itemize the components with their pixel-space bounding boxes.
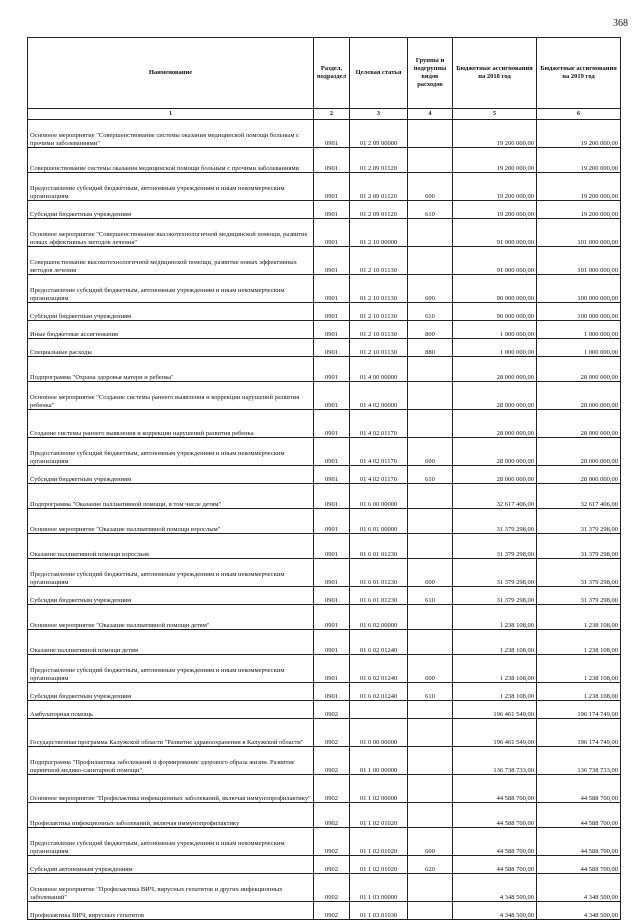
cell-y2019: 1 000 000,00 <box>537 321 621 339</box>
table-row <box>28 357 621 382</box>
cell-y2019: 101 000 000,00 <box>537 247 621 275</box>
cell-group: 600 <box>408 828 453 856</box>
cell-group <box>408 747 453 775</box>
cell-y2019: 1 238 108,00 <box>537 630 621 655</box>
cell-name: Основное мероприятие "Оказание паллиативной помощи детям" <box>28 605 314 630</box>
cell-group: 610 <box>408 587 453 605</box>
cell-y2018: 44 588 700,00 <box>453 828 537 856</box>
cell-target: 01 6 01 01230 <box>350 534 408 559</box>
cell-y2018: 4 348 500,00 <box>453 902 537 920</box>
cell-section: 0901 <box>314 438 350 466</box>
cell-name: Совершенствование системы оказания медицинской помощи больным с прочими заболеваниями <box>28 148 314 173</box>
cell-section: 0902 <box>314 856 350 874</box>
cell-name: Специальные расходы <box>28 339 314 357</box>
cell-name: Предоставление субсидий бюджетным, автономным учреждениям и иным некоммерческим организациям <box>28 828 314 856</box>
cell-section: 0901 <box>314 339 350 357</box>
cell-y2018: 196 461 549,00 <box>453 701 537 719</box>
header-group: Группы и подгруппы видов расходов <box>408 38 453 109</box>
cell-y2018: 196 461 549,00 <box>453 719 537 747</box>
column-number: 3 <box>350 109 408 120</box>
cell-y2018: 19 200 000,00 <box>453 201 537 219</box>
table-row <box>28 856 621 874</box>
cell-section: 0901 <box>314 173 350 201</box>
cell-y2018: 44 588 700,00 <box>453 803 537 828</box>
cell-name: Субсидии бюджетным учреждениям <box>28 587 314 605</box>
cell-y2018: 28 000 000,00 <box>453 357 537 382</box>
cell-name: Предоставление субсидий бюджетным, автономным учреждениям и иным некоммерческим организациям <box>28 655 314 683</box>
cell-name: Предоставление субсидий бюджетным, автономным учреждениям и иным некоммерческим организациям <box>28 438 314 466</box>
cell-y2019: 196 174 749,00 <box>537 719 621 747</box>
cell-target: 01 1 02 01020 <box>350 856 408 874</box>
cell-section: 0901 <box>314 410 350 438</box>
cell-group <box>408 509 453 534</box>
cell-target: 01 2 09 00000 <box>350 120 408 148</box>
cell-section: 0902 <box>314 874 350 902</box>
cell-section: 0901 <box>314 683 350 701</box>
table-row <box>28 509 621 534</box>
cell-y2018: 1 238 108,00 <box>453 630 537 655</box>
cell-name: Подпрограмма "Оказание паллиативной помощи, в том числе детям" <box>28 484 314 509</box>
cell-target: 01 6 02 01240 <box>350 683 408 701</box>
cell-name: Субсидии бюджетным учреждениям <box>28 683 314 701</box>
cell-target: 01 2 09 01120 <box>350 148 408 173</box>
cell-y2019: 1 238 108,00 <box>537 605 621 630</box>
cell-group: 610 <box>408 201 453 219</box>
table-row <box>28 201 621 219</box>
cell-group: 880 <box>408 339 453 357</box>
cell-name: Совершенствование высокотехнологичной медицинской помощи, развитие новых эффективных методов лечения <box>28 247 314 275</box>
table-row <box>28 484 621 509</box>
table-row <box>28 828 621 856</box>
cell-target: 01 2 10 01130 <box>350 339 408 357</box>
cell-y2018: 1 238 108,00 <box>453 683 537 701</box>
column-number-row <box>28 109 621 120</box>
column-number: 6 <box>537 109 621 120</box>
table-row <box>28 803 621 828</box>
cell-y2018: 19 200 000,00 <box>453 120 537 148</box>
table-row <box>28 683 621 701</box>
cell-name: Подпрограмма "Профилактика заболеваний и формирование здорового образа жизни. Развитие первичной медико-санитарной помощи" <box>28 747 314 775</box>
cell-name: Профилактика ВИЧ, вирусных гепатитов <box>28 902 314 920</box>
cell-section: 0901 <box>314 382 350 410</box>
cell-section: 0901 <box>314 303 350 321</box>
cell-y2019: 1 000 000,00 <box>537 339 621 357</box>
cell-group <box>408 382 453 410</box>
cell-y2019: 1 238 108,00 <box>537 683 621 701</box>
cell-y2018: 32 617 406,00 <box>453 484 537 509</box>
table-row <box>28 247 621 275</box>
cell-target: 01 1 03 01030 <box>350 902 408 920</box>
cell-section: 0901 <box>314 357 350 382</box>
cell-target: 01 1 02 01020 <box>350 803 408 828</box>
table-row <box>28 775 621 803</box>
table-header-row <box>28 38 621 109</box>
cell-group <box>408 410 453 438</box>
cell-target: 01 2 10 00000 <box>350 219 408 247</box>
cell-target: 01 6 01 00000 <box>350 509 408 534</box>
cell-y2019: 31 379 298,00 <box>537 559 621 587</box>
cell-target: 01 2 10 01130 <box>350 275 408 303</box>
cell-section: 0901 <box>314 559 350 587</box>
table-row <box>28 339 621 357</box>
table-row <box>28 303 621 321</box>
cell-section: 0902 <box>314 701 350 719</box>
cell-section: 0901 <box>314 247 350 275</box>
budget-table <box>27 37 621 920</box>
cell-group <box>408 775 453 803</box>
cell-target: 01 2 10 01130 <box>350 303 408 321</box>
table-row <box>28 438 621 466</box>
cell-group: 600 <box>408 655 453 683</box>
cell-section: 0901 <box>314 321 350 339</box>
cell-name: Создание системы раннего выявления и коррекции нарушений развития ребенка <box>28 410 314 438</box>
cell-group: 800 <box>408 321 453 339</box>
cell-name: Предоставление субсидий бюджетным, автономным учреждениям и иным некоммерческим организациям <box>28 559 314 587</box>
cell-target: 01 6 00 00000 <box>350 484 408 509</box>
cell-name: Иные бюджетные ассигнования <box>28 321 314 339</box>
cell-name: Субсидии бюджетным учреждениям <box>28 303 314 321</box>
cell-y2018: 28 000 000,00 <box>453 438 537 466</box>
cell-y2019: 1 238 108,00 <box>537 655 621 683</box>
cell-y2018: 19 200 000,00 <box>453 148 537 173</box>
cell-target: 01 4 02 01170 <box>350 438 408 466</box>
cell-target: 01 2 09 01120 <box>350 173 408 201</box>
cell-group <box>408 534 453 559</box>
table-row <box>28 559 621 587</box>
table-row <box>28 534 621 559</box>
column-number: 4 <box>408 109 453 120</box>
cell-group <box>408 357 453 382</box>
table-row <box>28 173 621 201</box>
table-row <box>28 605 621 630</box>
cell-y2019: 28 000 000,00 <box>537 466 621 484</box>
cell-section: 0901 <box>314 201 350 219</box>
cell-y2018: 4 348 500,00 <box>453 874 537 902</box>
cell-y2018: 28 000 000,00 <box>453 410 537 438</box>
page-number: 368 <box>613 18 628 29</box>
header-2019: Бюджетные ассигнования на 2019 год <box>537 38 621 109</box>
cell-target <box>350 701 408 719</box>
cell-y2018: 19 200 000,00 <box>453 173 537 201</box>
cell-y2019: 28 000 000,00 <box>537 357 621 382</box>
cell-y2019: 44 588 700,00 <box>537 803 621 828</box>
cell-group: 610 <box>408 303 453 321</box>
cell-section: 0901 <box>314 484 350 509</box>
cell-section: 0902 <box>314 803 350 828</box>
cell-group: 600 <box>408 275 453 303</box>
table-row <box>28 275 621 303</box>
cell-name: Основное мероприятие "Профилактика ВИЧ, вирусных гепатитов и других инфекционных заболеваний" <box>28 874 314 902</box>
cell-y2018: 31 379 298,00 <box>453 509 537 534</box>
cell-name: Субсидии автономным учреждениям <box>28 856 314 874</box>
cell-group: 600 <box>408 559 453 587</box>
cell-name: Предоставление субсидий бюджетным, автономным учреждениям и иным некоммерческим организациям <box>28 275 314 303</box>
cell-group <box>408 219 453 247</box>
cell-target: 01 6 01 01230 <box>350 559 408 587</box>
cell-target: 01 6 02 01240 <box>350 630 408 655</box>
cell-group <box>408 605 453 630</box>
cell-section: 0901 <box>314 148 350 173</box>
cell-target: 01 2 10 01130 <box>350 247 408 275</box>
table-row <box>28 902 621 920</box>
table-row <box>28 148 621 173</box>
cell-y2019: 28 000 000,00 <box>537 410 621 438</box>
column-number: 1 <box>28 109 314 120</box>
cell-name: Амбулаторная помощь <box>28 701 314 719</box>
cell-y2019: 100 000 000,00 <box>537 275 621 303</box>
cell-y2019: 19 200 000,00 <box>537 148 621 173</box>
cell-y2018: 28 000 000,00 <box>453 382 537 410</box>
cell-group <box>408 719 453 747</box>
cell-target: 01 4 02 01170 <box>350 466 408 484</box>
cell-y2019: 28 000 000,00 <box>537 382 621 410</box>
cell-section: 0901 <box>314 120 350 148</box>
cell-group: 600 <box>408 173 453 201</box>
cell-section: 0901 <box>314 275 350 303</box>
cell-y2019: 19 200 000,00 <box>537 120 621 148</box>
cell-group <box>408 701 453 719</box>
cell-section: 0901 <box>314 534 350 559</box>
cell-group: 600 <box>408 438 453 466</box>
cell-target: 01 2 10 01130 <box>350 321 408 339</box>
cell-name: Основное мероприятие "Оказание паллиативной помощи взрослым" <box>28 509 314 534</box>
cell-y2018: 91 000 000,00 <box>453 247 537 275</box>
cell-group <box>408 874 453 902</box>
cell-section: 0901 <box>314 630 350 655</box>
cell-y2018: 31 379 298,00 <box>453 559 537 587</box>
cell-target: 01 4 02 00000 <box>350 382 408 410</box>
cell-group <box>408 630 453 655</box>
cell-y2019: 44 588 700,00 <box>537 828 621 856</box>
cell-y2019: 31 379 298,00 <box>537 587 621 605</box>
header-target: Целевая статья <box>350 38 408 109</box>
cell-y2019: 101 000 000,00 <box>537 219 621 247</box>
cell-target: 01 1 00 00000 <box>350 747 408 775</box>
table-row <box>28 219 621 247</box>
cell-name: Подпрограмма "Охрана здоровья матери и ребенка" <box>28 357 314 382</box>
column-number: 2 <box>314 109 350 120</box>
table-row <box>28 874 621 902</box>
cell-y2018: 31 379 298,00 <box>453 534 537 559</box>
table-row <box>28 719 621 747</box>
cell-name: Предоставление субсидий бюджетным, автономным учреждениям и иным некоммерческим организациям <box>28 173 314 201</box>
cell-y2019: 32 617 406,00 <box>537 484 621 509</box>
cell-y2019: 19 200 000,00 <box>537 173 621 201</box>
cell-y2018: 1 000 000,00 <box>453 339 537 357</box>
cell-group <box>408 120 453 148</box>
cell-y2019: 44 588 700,00 <box>537 775 621 803</box>
table-row <box>28 120 621 148</box>
cell-group <box>408 902 453 920</box>
cell-name: Основное мероприятие "Создание системы раннего выявления и коррекции нарушений развития ребенка" <box>28 382 314 410</box>
cell-y2019: 4 348 500,00 <box>537 874 621 902</box>
cell-target: 01 4 00 00000 <box>350 357 408 382</box>
cell-y2019: 31 379 298,00 <box>537 509 621 534</box>
cell-name: Основное мероприятие "Совершенствование высокотехнологичной медицинской помощи, развитие новых эффективных методов лечения" <box>28 219 314 247</box>
cell-y2018: 28 000 000,00 <box>453 466 537 484</box>
table-row <box>28 466 621 484</box>
cell-y2018: 44 588 700,00 <box>453 856 537 874</box>
cell-name: Государственная программа Калужской области "Развитие здравоохранения в Калужской области" <box>28 719 314 747</box>
cell-y2018: 1 238 108,00 <box>453 655 537 683</box>
cell-y2019: 28 000 000,00 <box>537 438 621 466</box>
table-row <box>28 587 621 605</box>
cell-target: 01 1 02 01020 <box>350 828 408 856</box>
table-row <box>28 321 621 339</box>
cell-section: 0902 <box>314 902 350 920</box>
cell-group: 610 <box>408 466 453 484</box>
cell-target: 01 0 00 00000 <box>350 719 408 747</box>
cell-name: Основное мероприятие "Совершенствование системы оказания медицинской помощи больным с прочими заболеваниями" <box>28 120 314 148</box>
cell-target: 01 2 09 01120 <box>350 201 408 219</box>
cell-name: Основное мероприятие "Профилактика инфекционных заболеваний, включая иммунопрофилактику" <box>28 775 314 803</box>
cell-group <box>408 148 453 173</box>
header-2018: Бюджетные ассигнования на 2018 год <box>453 38 537 109</box>
cell-y2018: 90 000 000,00 <box>453 303 537 321</box>
header-section: Раздел, подраздел <box>314 38 350 109</box>
cell-name: Оказание паллиативной помощи детям <box>28 630 314 655</box>
cell-y2019: 19 200 000,00 <box>537 201 621 219</box>
table-row <box>28 382 621 410</box>
table-row <box>28 747 621 775</box>
cell-y2019: 31 379 298,00 <box>537 534 621 559</box>
cell-section: 0901 <box>314 466 350 484</box>
cell-y2018: 1 238 108,00 <box>453 605 537 630</box>
cell-section: 0901 <box>314 219 350 247</box>
cell-y2018: 136 738 733,00 <box>453 747 537 775</box>
cell-y2019: 100 000 000,00 <box>537 303 621 321</box>
cell-name: Субсидии бюджетным учреждениям <box>28 466 314 484</box>
cell-section: 0901 <box>314 587 350 605</box>
cell-group <box>408 803 453 828</box>
cell-y2018: 44 588 700,00 <box>453 775 537 803</box>
cell-name: Оказание паллиативной помощи взрослым <box>28 534 314 559</box>
cell-section: 0901 <box>314 509 350 534</box>
cell-section: 0902 <box>314 775 350 803</box>
column-number: 5 <box>453 109 537 120</box>
cell-target: 01 4 02 01170 <box>350 410 408 438</box>
cell-y2019: 196 174 749,00 <box>537 701 621 719</box>
cell-y2019: 136 738 733,00 <box>537 747 621 775</box>
cell-y2018: 31 379 298,00 <box>453 587 537 605</box>
cell-y2019: 4 348 500,00 <box>537 902 621 920</box>
cell-section: 0901 <box>314 605 350 630</box>
cell-target: 01 6 02 01240 <box>350 655 408 683</box>
cell-group <box>408 484 453 509</box>
cell-target: 01 6 01 01230 <box>350 587 408 605</box>
header-name: Наименование <box>28 38 314 109</box>
table-row <box>28 655 621 683</box>
cell-y2018: 1 000 000,00 <box>453 321 537 339</box>
cell-group: 620 <box>408 856 453 874</box>
cell-y2018: 91 000 000,00 <box>453 219 537 247</box>
cell-y2019: 44 588 700,00 <box>537 856 621 874</box>
cell-target: 01 1 02 00000 <box>350 775 408 803</box>
cell-section: 0902 <box>314 719 350 747</box>
cell-target: 01 1 03 00000 <box>350 874 408 902</box>
table-row <box>28 630 621 655</box>
table-row <box>28 701 621 719</box>
cell-section: 0902 <box>314 828 350 856</box>
cell-y2018: 90 000 000,00 <box>453 275 537 303</box>
cell-name: Субсидии бюджетным учреждениям <box>28 201 314 219</box>
cell-target: 01 6 02 00000 <box>350 605 408 630</box>
cell-section: 0901 <box>314 655 350 683</box>
cell-group: 610 <box>408 683 453 701</box>
table-row <box>28 410 621 438</box>
cell-section: 0902 <box>314 747 350 775</box>
table-body <box>28 120 621 920</box>
cell-name: Профилактика инфекционных заболеваний, включая иммунопрофилактику <box>28 803 314 828</box>
cell-group <box>408 247 453 275</box>
